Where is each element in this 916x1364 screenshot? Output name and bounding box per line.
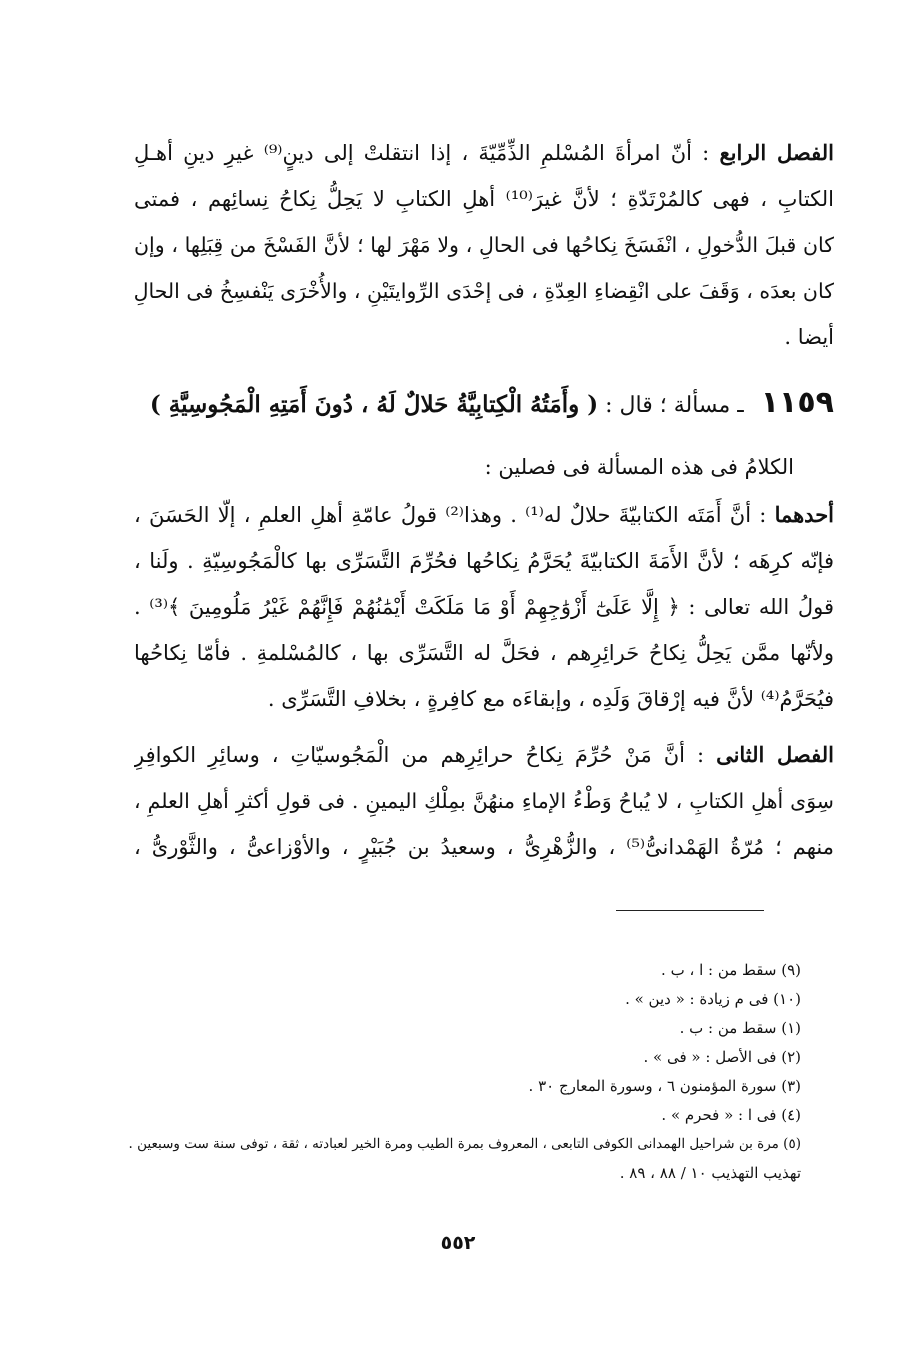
intro-line: الكلامُ فى هذه المسألة فى فصلين : [484, 455, 794, 479]
section-label: الفصل الرابع [719, 140, 834, 165]
section-ahaduhuma [134, 492, 834, 722]
paragraph-line: الفصل الثانى : أنَّ مَنْ حُرِّمَ نِكاحُ حرائِرِهم من الْمَجُوسيّاتِ ، وسائِرِ الكوافِرِ [134, 742, 834, 767]
paragraph-line: كان قبلَ الدُّخولِ ، انْفَسَخَ نِكاحُها فى الحالِ ، ولا مَهْرَ لها ؛ لأنَّ الفَسْخَ من قِبَلِها ، وإن [134, 233, 834, 257]
paragraph-line: قولُ الله تعالى : ﴿ إِلَّا عَلَىٰٓ أَزْوَٰجِهِمْ أَوْ مَا مَلَكَتْ أَيْمَٰنُهُمْ فَإِنَّهُمْ غَيْرُ مَلُومِينَ ﴾⁽³⁾ . [134, 595, 834, 619]
footnote: (٤) فى ا : « فحرم » . [661, 1106, 801, 1124]
footnote: (٩) سقط من : ا ، ب . [661, 961, 801, 979]
paragraph-line: سِوَى أهلِ الكتابِ ، لا يُباحُ وَطْءُ الإماءِ منهُنَّ بمِلْكِ اليمينِ . فى قولِ أكثرِ أهلِ العلمِ ، [134, 789, 834, 813]
paragraph-line: الفصل الرابع : أنّ امرأةَ المُسْلمِ الذِّمِّيّةَ ، إذا انتقلتْ إلى دينٍ⁽⁹⁾ غيرِ دينِ أهـلِ [134, 140, 834, 165]
paragraph-line: أحدهما : أنَّ أَمَتَه الكتابيّةَ حلالٌ له⁽¹⁾ . وهذا⁽²⁾ قولُ عامّةِ أهلِ العلمِ ، إلّا الحَسَنَ ، [134, 502, 834, 527]
paragraph-line: فيُحَرَّمُ⁽⁴⁾ لأنَّ فيه إرْقاقَ وَلَدِه ، وإبقاءَه مع كافِرةٍ ، بخلافِ التَّسَرِّى . [267, 687, 834, 711]
masala-intro [134, 444, 834, 490]
section-label: الفصل الثانى [716, 742, 834, 767]
masala-heading [134, 380, 834, 426]
footnote: (٣) سورة المؤمنون ٦ ، وسورة المعارج ٣٠ . [528, 1077, 801, 1095]
footnote: (١٠) فى م زيادة : « دين » . [625, 990, 801, 1008]
footnote: (٥) مرة بن شراحيل الهمدانى الكوفى التابعى ، المعروف بمرة الطيب ومرة الخير لعبادته ، ثقة ، توفى سنة ست وسبعين . [128, 1136, 801, 1152]
masala-quote: ( وأَمَتُهُ الْكِتابِيَّةُ حَلالٌ لَهُ ، دُونَ أَمَتِهِ الْمَجُوسِيَّةِ ) [149, 391, 599, 418]
footnote: تهذيب التهذيب ١٠ / ٨٨ ، ٨٩ . [619, 1164, 801, 1182]
paragraph-line: كان بعدَه ، وَقَفَ على انْقِضاءِ العِدّةِ ، فى إحْدَى الرِّوايتَيْنِ ، والأُخْرَى يَنْفسِخُ فى الحالِ [134, 279, 834, 303]
page-number: ٥٥٢ [440, 1232, 476, 1254]
footnotes [101, 956, 801, 1188]
section-fasl-thani [134, 732, 834, 870]
paragraph-line: ولأنّها ممَّن يَحِلُّ نِكاحُ حَرائِرِهم ، فحَلَّ له التَّسَرِّى بها ، كالمُسْلمةِ . فأمّا نِكاحُها [134, 641, 834, 665]
footnote: (١) سقط من : ب . [679, 1019, 801, 1037]
masala-number: ١١٥٩ [760, 385, 834, 420]
section-label: أحدهما [774, 502, 834, 527]
footnote: (٢) فى الأصل : « فى » . [643, 1048, 801, 1066]
section-fasl-rabi [134, 130, 834, 360]
footnote-divider [616, 910, 764, 911]
paragraph-line: أيضا . [784, 325, 834, 349]
paragraph-line: الكتابِ ، فهى كالمُرْتَدّةِ ؛ لأنَّ غيرَ⁽¹⁰⁾ أهلِ الكتابِ لا يَحِلُّ نِكاحُ نِسائِهم ، فمتى [134, 187, 834, 211]
paragraph-line: فإنّه كرِهَه ؛ لأنَّ الأَمَةَ الكتابيّةَ يُحَرَّمُ نِكاحُها فحُرِّمَ التَّسَرِّى بها كالْمَجُوسِيّةِ . ولَنا ، [134, 549, 834, 573]
masala-lead: ـ مسألة ؛ قال : [605, 393, 744, 418]
paragraph-line: منهم ؛ مُرّةُ الهَمْدانىُّ⁽⁵⁾ ، والزُّهْرِىُّ ، وسعيدُ بن جُبَيْرٍ ، والأوْزاعىُّ ، والثَّوْرىُّ ، [134, 835, 834, 859]
